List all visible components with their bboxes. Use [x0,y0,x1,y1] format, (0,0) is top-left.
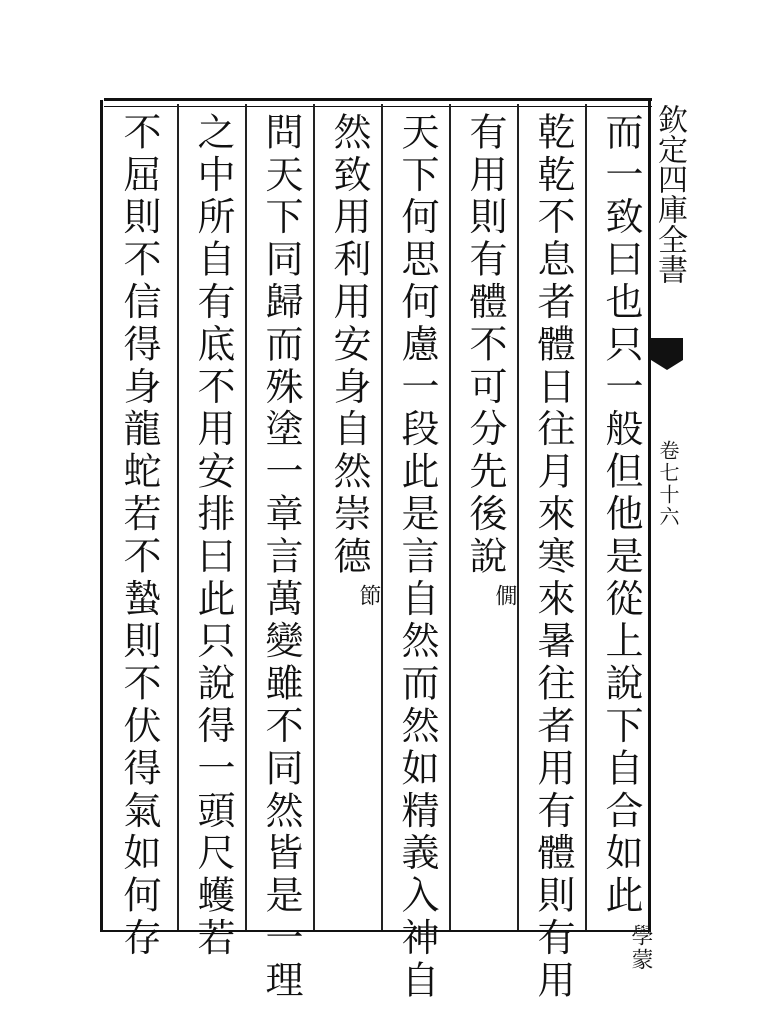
text-column [182,112,244,960]
frame-top-border [104,98,652,107]
fish-tail-mark [651,338,683,360]
text-column [454,112,516,608]
column-divider [517,104,519,930]
text-column [386,112,448,1002]
column-text: 乾乾不息者體日往月來寒來暑往者用有體則有用 [531,112,575,1003]
column-divider [449,104,451,930]
column-text: 不屈則不信得身龍蛇若不蟄則不伏得氣如何存 [117,112,161,960]
column-text: 天下何思何慮一段此是言自然而然如精義入神自 [395,112,439,1003]
juan-number: 卷七十六 [656,440,680,528]
column-note: 僩 [492,584,517,609]
column-divider [245,104,247,930]
frame-left-border [100,100,103,932]
column-text: 之中所自有底不用安排曰此只說得一頭尺蠖若 [191,112,235,960]
text-column [590,112,652,972]
column-note: 學蒙 [628,923,653,972]
column-divider [381,104,383,930]
column-divider [177,104,179,930]
text-column [250,112,312,1002]
column-text: 然致用利用安身自然崇德 [327,112,371,579]
column-text: 有用則有體不可分先後說 [463,112,507,579]
column-text: 問天下同歸而殊塗一章言萬變雖不同然皆是一理 [259,112,303,1003]
column-divider [313,104,315,930]
column-divider [585,104,587,930]
column-note: 節 [356,584,381,609]
column-text: 而一致曰也只一般但他是從上說下自合如此 [599,112,643,918]
text-column [522,112,584,1002]
text-column [108,112,170,960]
text-column [318,112,380,608]
book-title: 欽定四庫全書 [652,104,687,284]
